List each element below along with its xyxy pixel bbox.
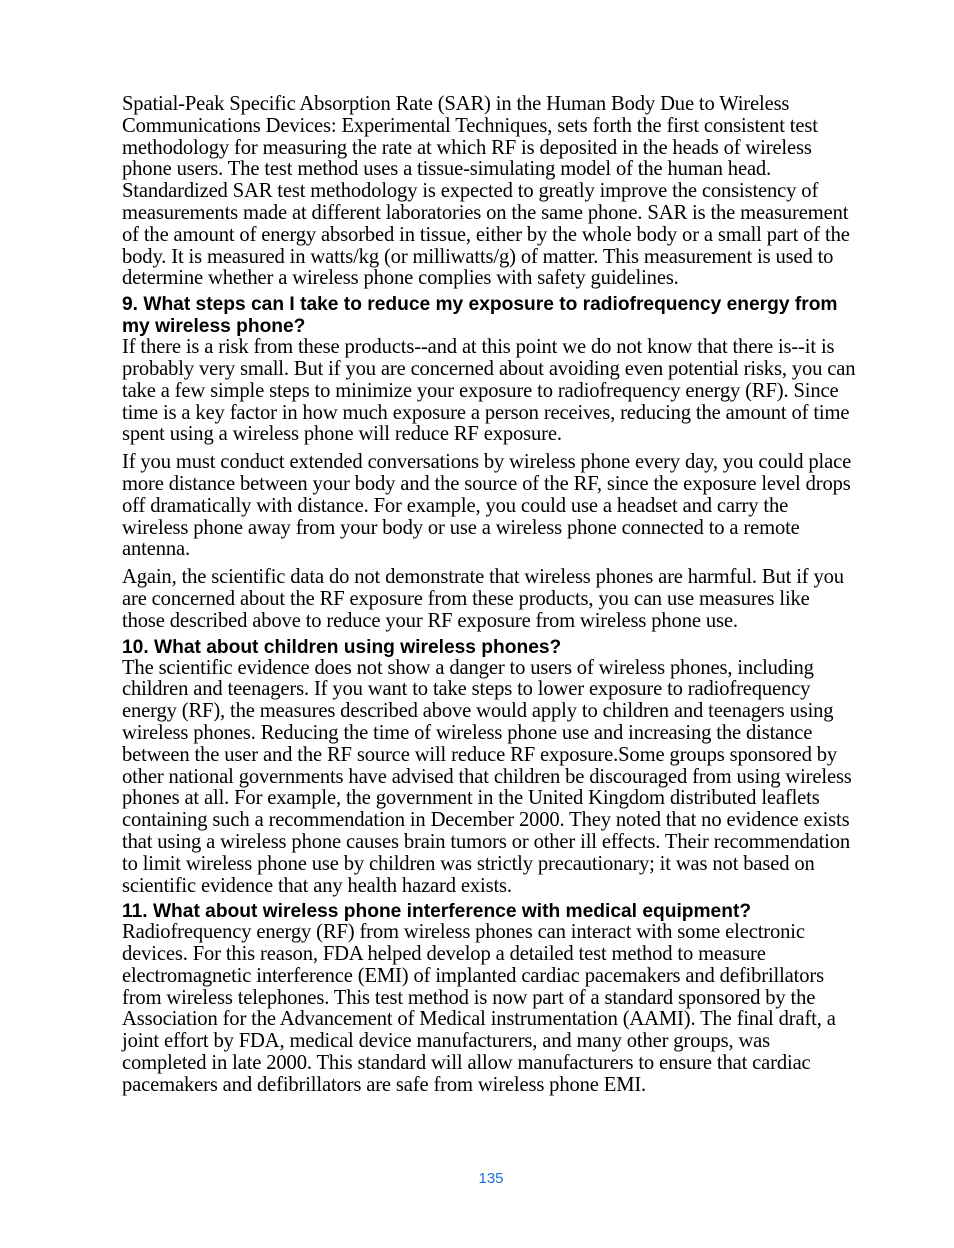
- section-9-paragraph-2: If you must conduct extended conversations by wireless phone every day, you could place more distance between your body and the source of the RF, since the exposure level drops off dramatically with distance. For example, you could use a headset and carry the wireless phone away from your body or use a wireless phone connected to a remote antenna.: [122, 451, 852, 561]
- section-9-heading: 9. What steps can I take to reduce my exposure to radiofrequency energy from my wireless phone?: [122, 294, 838, 338]
- section-11-paragraph-1: Radiofrequency energy (RF) from wireless phones can interact with some electronic devices. For this reason, FDA helped develop a detailed test method to measure electromagnetic interference (EMI) of implanted cardiac pacemakers and defibrillators from wireless telephones. This test method is now part of a standard sponsored by the Association for the Advancement of Medical instrumentation (AAMI). The final draft, a joint effort by FDA, medical device manufacturers, and many other groups, was completed in late 2000. This standard will allow manufacturers to ensure that cardiac pacemakers and defibrillators are safe from wireless phone EMI.: [122, 921, 836, 1096]
- section-9-paragraph-3: Again, the scientific data do not demonstrate that wireless phones are harmful. But if you are concerned about the RF exposure from these products, you can use measures like those described above to reduce your RF exposure from wireless phone use.: [122, 566, 844, 632]
- page-number: 135: [478, 1170, 504, 1187]
- section-10-paragraph-1: The scientific evidence does not show a danger to users of wireless phones, including children and teenagers. If you want to take steps to lower exposure to radiofrequency energy (RF), the measures described above would apply to children and teenagers using wireless phones. Reducing the time of wireless phone use and increasing the distance between the user and the RF source will reduce RF exposure.Some groups sponsored by other national governments have advised that children be discouraged from using wireless phones at all. For example, the government in the United Kingdom distributed leaflets containing such a recommendation in December 2000. They noted that no evidence exists that using a wireless phone causes brain tumors or other ill effects. Their recommendation to limit wireless phone use by children was strictly precautionary; it was not based on scientific evidence that any health hazard exists.: [122, 656, 852, 897]
- document-body: [122, 94, 857, 1097]
- section-10-heading: 10. What about children using wireless phones?: [122, 636, 562, 658]
- intro-paragraph: Spatial-Peak Specific Absorption Rate (SAR) in the Human Body Due to Wireless Communications Devices: Experimental Techniques, sets forth the first consistent test methodology for measuring the rate at which RF is deposited in the heads of wireless phone users. The test method uses a tissue-simulating model of the human head. Standardized SAR test methodology is expected to greatly improve the consistency of measurements made at different laboratories on the same phone. SAR is the measurement of the amount of energy absorbed in tissue, either by the whole body or a small part of the body. It is measured in watts/kg (or milliwatts/g) of matter. This measurement is used to determine whether a wireless phone complies with safety guidelines.: [122, 93, 850, 290]
- section-9-paragraph-1: If there is a risk from these products--and at this point we do not know that there is--it is probably very small. But if you are concerned about avoiding even potential risks, you can take a few simple steps to minimize your exposure to radiofrequency energy (RF). Since time is a key factor in how much exposure a person receives, reducing the amount of time spent using a wireless phone will reduce RF exposure.: [122, 336, 856, 446]
- section-11-heading: 11. What about wireless phone interference with medical equipment?: [122, 901, 752, 923]
